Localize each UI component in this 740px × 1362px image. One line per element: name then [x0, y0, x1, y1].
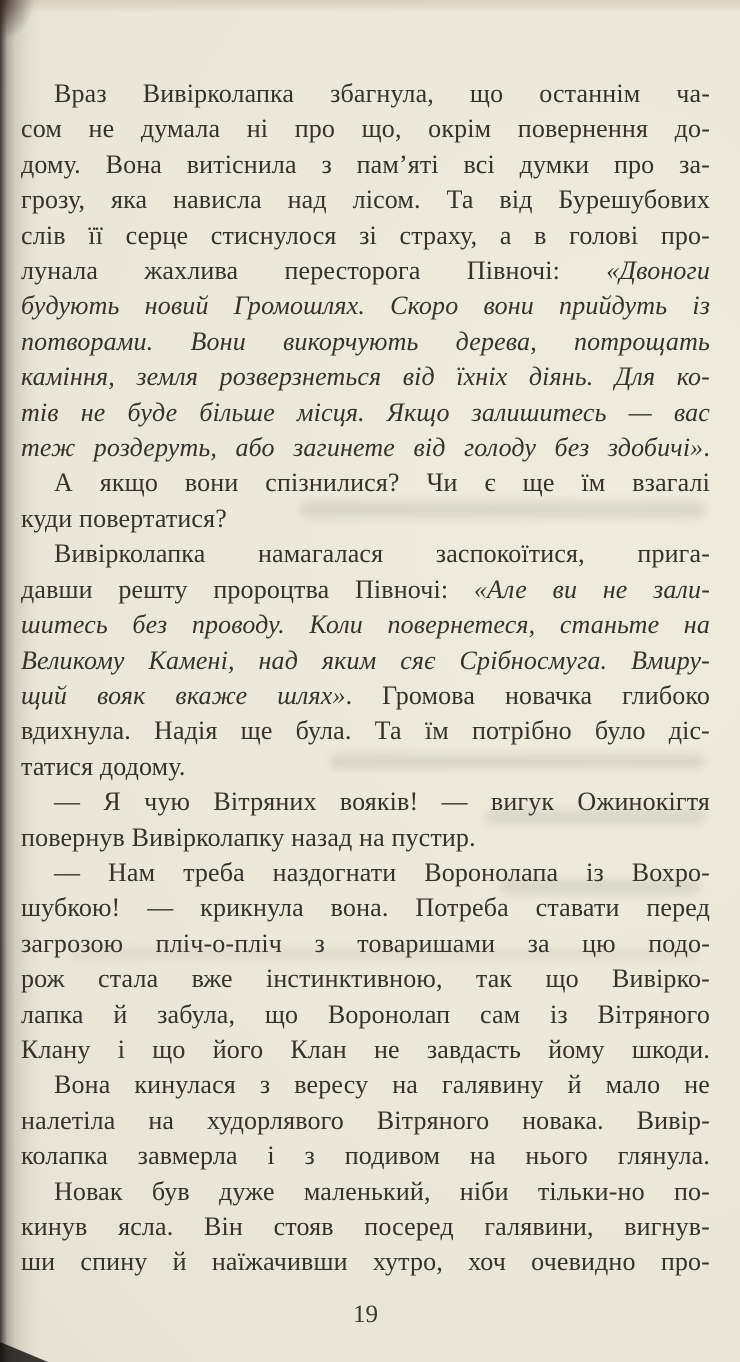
page-text — [21, 76, 710, 1280]
text-segment: . Громова новачка глибоко — [345, 680, 710, 710]
text-segment: татися додому. — [21, 751, 186, 781]
text-line — [21, 713, 710, 748]
text-segment: Вона кинулася з вересу на галявину й мало не — [54, 1070, 710, 1100]
text-line — [21, 1032, 710, 1067]
text-line — [21, 1103, 710, 1138]
italic-text-segment: тів не буде більше місця. Якщо залишитесь — вас — [21, 397, 710, 427]
text-line — [21, 147, 710, 182]
text-line — [21, 997, 710, 1032]
italic-text-segment: Великому Камені, над яким сяє Срібносмуга. Вмиру- — [21, 645, 710, 675]
text-line — [21, 76, 710, 111]
italic-text-segment: теж роздеруть, або загинете від голоду без здобичі» — [21, 433, 704, 463]
page-number: 19 — [353, 1301, 378, 1328]
text-line — [21, 324, 710, 359]
text-line — [21, 430, 710, 465]
text-segment: слів її серце стиснулося зі страху, а в голові про- — [21, 220, 710, 250]
text-line — [21, 1138, 710, 1173]
text-segment: вдихнула. Надія ще була. Та їм потрібно було діс- — [21, 716, 710, 746]
text-segment: налетіла на худорлявого Вітряного новака. Вивір- — [21, 1105, 710, 1135]
text-segment: давши решту пророцтва Півночі: — [21, 574, 474, 604]
text-line — [21, 855, 710, 890]
text-line — [21, 784, 710, 819]
text-line — [21, 253, 710, 288]
italic-text-segment: потворами. Вони викорчують дерева, потрощать — [21, 326, 710, 356]
italic-text-segment: «Двоноги — [606, 256, 710, 286]
text-line — [21, 465, 710, 500]
text-segment: ши спину й наїжачивши хутро, хоч очевидно про- — [21, 1247, 710, 1277]
text-line — [21, 678, 710, 713]
text-line — [21, 607, 710, 642]
text-segment: — Я чую Вітряних вояків! — вигук Ожинокігтя — [54, 787, 710, 817]
text-line — [21, 218, 710, 253]
scan-shadow-top-left — [0, 0, 34, 40]
text-segment: грозу, яка нависла над лісом. Та від Бурешубових — [21, 185, 710, 215]
italic-text-segment: шитесь без проводу. Коли повернетеся, станьте на — [21, 610, 710, 640]
text-segment: дому. Вона витіснила з пам’яті всі думки про за- — [21, 149, 710, 179]
text-segment: шубкою! — крикнула вона. Потреба ставати перед — [21, 893, 710, 923]
text-segment: — Нам треба наздогнати Воронолапа із Вохро- — [54, 857, 710, 887]
text-segment: куди повертатися? — [21, 503, 227, 533]
text-segment: лунала жахлива пересторога Півночі: — [21, 256, 607, 286]
text-line — [21, 926, 710, 961]
text-segment: кинув ясла. Він стояв посеред галявини, вигнув- — [21, 1212, 710, 1241]
text-line — [21, 572, 710, 607]
text-line — [21, 749, 710, 784]
text-line — [21, 961, 710, 996]
text-segment: рож стала вже інстинктивною, так що Вивірко- — [21, 964, 710, 994]
text-segment: Клану і що його Клан не завдасть йому шкоди. — [21, 1034, 710, 1064]
text-line — [21, 890, 710, 925]
text-segment: лапка й забула, що Воронолап сам із Вітряного — [21, 999, 710, 1029]
text-line — [21, 111, 710, 146]
text-segment: Новак був дуже маленький, ніби тільки-но по- — [54, 1176, 710, 1206]
text-line — [21, 820, 710, 855]
text-line — [21, 359, 710, 394]
text-segment: сом не думала ні про що, окрім повернення до- — [21, 114, 710, 144]
italic-text-segment: будують новий Громошлях. Скоро вони прийдуть із — [21, 291, 710, 321]
text-line — [21, 1174, 710, 1209]
text-segment: . — [703, 433, 710, 463]
text-segment: А якщо вони спізнилися? Чи є ще їм взагалі — [54, 468, 710, 498]
italic-text-segment: щий вояк вкаже шлях» — [21, 680, 346, 710]
text-line — [21, 182, 710, 217]
text-line — [21, 288, 710, 323]
text-segment: повернув Вивірколапку назад на пустир. — [21, 822, 476, 852]
text-line — [21, 643, 710, 678]
text-line — [21, 1244, 710, 1279]
text-segment: загрозою пліч-о-пліч з товаришами за цю подо- — [21, 928, 710, 958]
text-segment: колапка завмерла і з подивом на нього глянула. — [21, 1141, 710, 1171]
text-line — [21, 536, 710, 571]
italic-text-segment: каміння, земля розверзнеться від їхніх діянь. Для ко- — [21, 362, 710, 392]
italic-text-segment: «Але ви не зали- — [473, 574, 711, 604]
text-line — [21, 395, 710, 430]
scan-shadow-bottom-left — [0, 1342, 48, 1362]
text-segment: Враз Вивірколапка збагнула, що останнім ча- — [54, 79, 710, 108]
text-line — [21, 1209, 710, 1244]
text-segment: Вивірколапка намагалася заспокоїтися, прига- — [54, 539, 710, 569]
text-line — [21, 501, 710, 536]
text-line — [21, 1067, 710, 1102]
